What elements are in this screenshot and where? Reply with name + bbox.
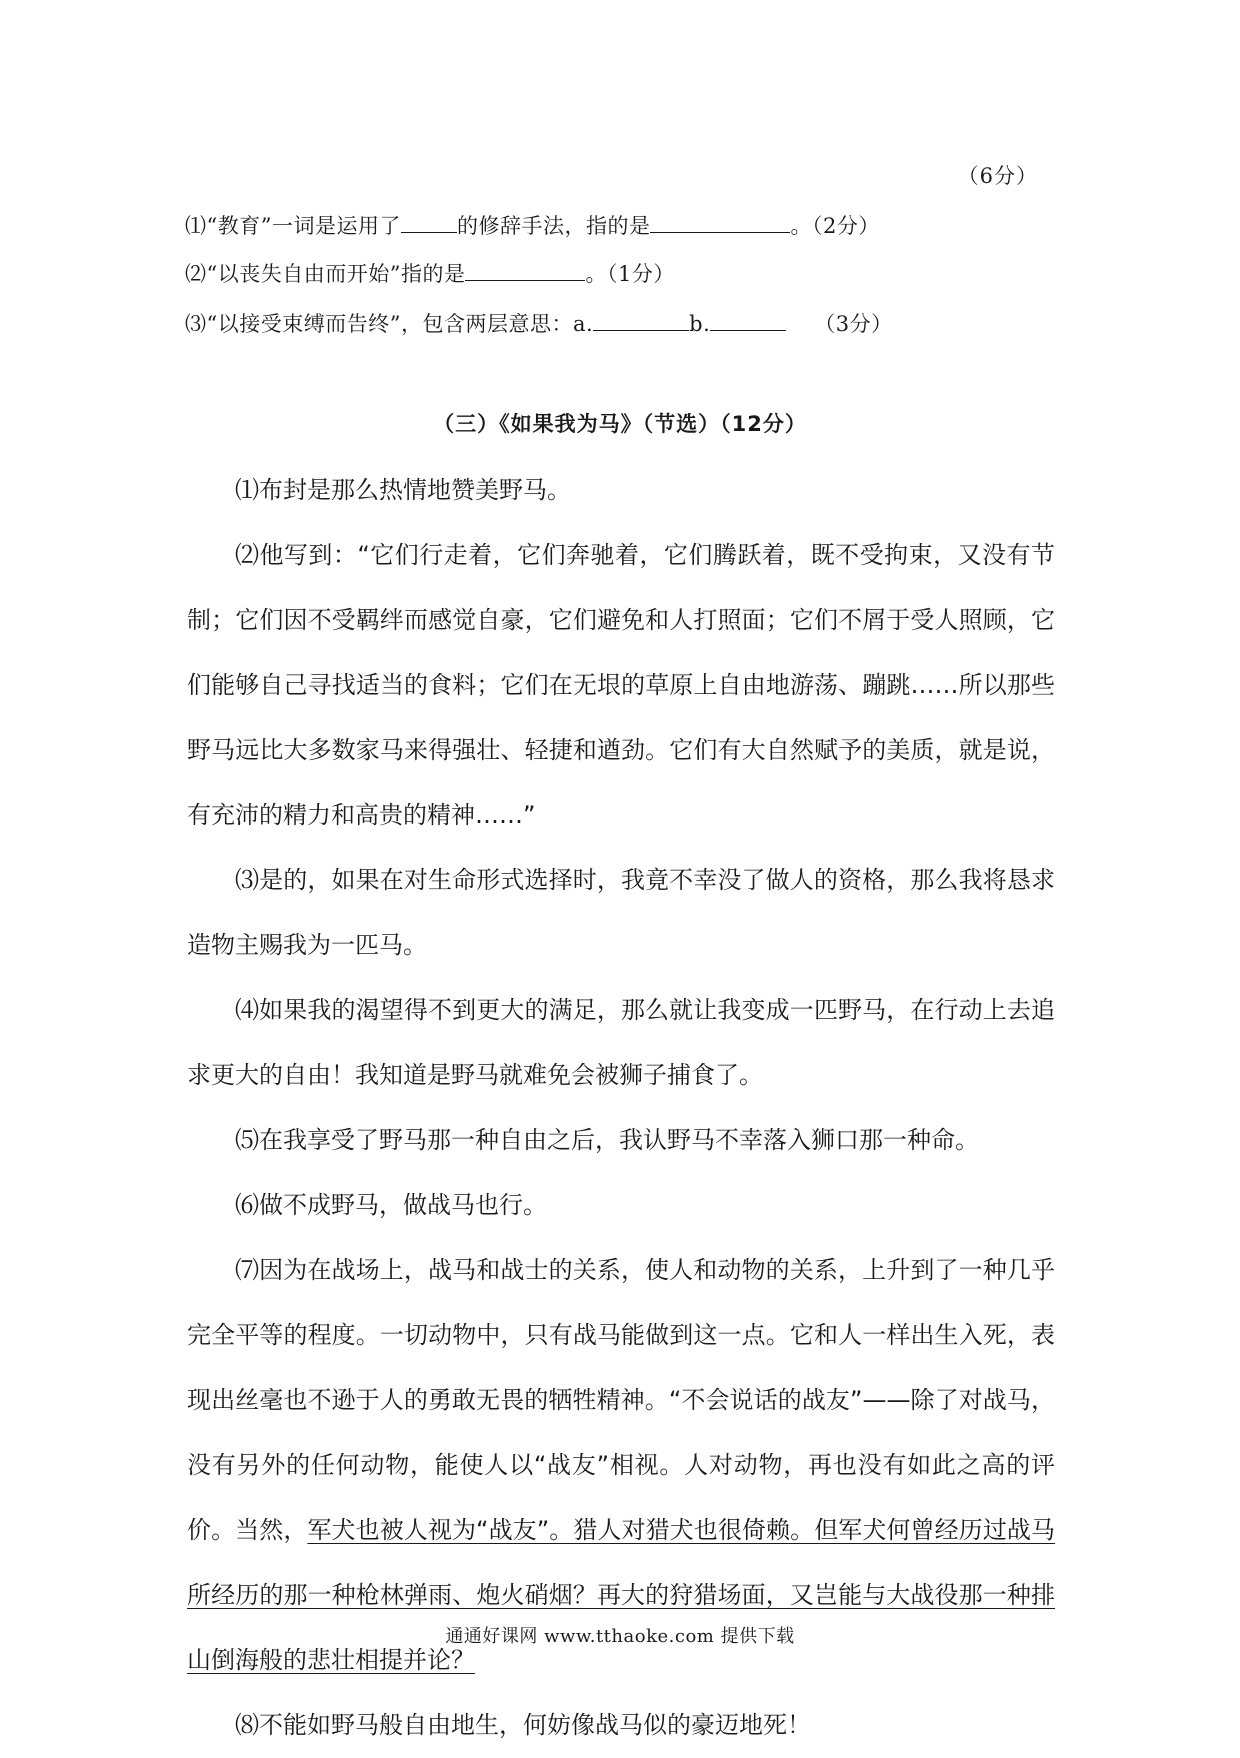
question-3-text-b: b.: [689, 312, 711, 336]
question-2-text-b: 。（1分）: [585, 262, 675, 286]
paragraph-5: ⑸在我享受了野马那一种自由之后，我认野马不幸落入狮口那一种命。: [235, 1126, 979, 1154]
paragraph-1: ⑴布封是那么热情地赞美野马。: [235, 476, 571, 504]
question-1-number: ⑴: [185, 214, 207, 238]
question-1-text-b: 的修辞手法，指的是: [456, 214, 651, 238]
footer-source: 通通好课网 www.tthaoke.com 提供下载: [445, 1626, 795, 1647]
answer-blank-3b[interactable]: [710, 312, 786, 331]
question-2: [185, 258, 675, 288]
question-3-text-a: “以接受束缚而告终”，包含两层意思：a.: [206, 312, 594, 336]
question-1-text-c: 。（2分）: [790, 214, 880, 238]
answer-blank-1a[interactable]: [401, 214, 457, 233]
paragraph-8: ⑻不能如野马般自由地生，何妨像战马似的豪迈地死！: [235, 1711, 811, 1739]
article-passage: [187, 458, 1055, 1758]
paragraph-4: ⑷如果我的渴望得不到更大的满足，那么就让我变成一匹野马，在行动上去追求更大的自由！我知道是野马就难免会被狮子捕食了。: [187, 996, 1055, 1089]
paragraph-2: ⑵他写到：“它们行走着，它们奔驰着，它们腾跃着，既不受拘束，又没有节制；它们因不受羁绊而感觉自豪，它们避免和人打照面；它们不屑于受人照顾，它们能够自己寻找适当的食料；它们在无垠的草原上自由地游荡、蹦跳……所以那些野马远比大多数家马来得强壮、轻捷和遒劲。它们有大自然赋予的美质，就是说，有充沛的精力和高贵的精神……”: [187, 541, 1055, 829]
paragraph-7-underlined: 军犬也被人视为“战友”。猎人对猎犬也很倚赖。但军犬何曾经历过战马所经历的那一种枪林弹雨、炮火硝烟？再大的狩猎场面，又岂能与大战役那一种排山倒海般的悲壮相提并论？: [187, 1516, 1055, 1674]
question-2-number: ⑵: [185, 262, 207, 286]
paragraph-6: ⑹做不成野马，做战马也行。: [235, 1191, 547, 1219]
question-3-text-c: （3分）: [814, 312, 893, 336]
paragraph-3: ⑶是的，如果在对生命形式选择时，我竟不幸没了做人的资格，那么我将恳求造物主赐我为一匹马。: [187, 866, 1055, 959]
question-3: [185, 308, 893, 338]
question-2-text-a: “以丧失自由而开始”指的是: [206, 262, 466, 286]
section-title: （三）《如果我为马》（节选）（12分）: [433, 412, 807, 436]
answer-blank-2[interactable]: [465, 262, 585, 281]
paragraph-7-text: ⑺因为在战场上，战马和战士的关系，使人和动物的关系，上升到了一种几乎完全平等的程度。一切动物中，只有战马能做到这一点。它和人一样出生入死，表现出丝毫也不逊于人的勇敢无畏的牺牲精神。“不会说话的战友”——除了对战马，没有另外的任何动物，能使人以“战友”相视。人对动物，再也没有如此之高的评价。当然，: [187, 1256, 1055, 1544]
answer-blank-3a[interactable]: [593, 312, 689, 331]
question-1-text-a: “教育”一词是运用了: [206, 214, 401, 238]
answer-blank-1b[interactable]: [650, 214, 790, 233]
question-3-number: ⑶: [185, 312, 207, 336]
total-score: （6分）: [957, 164, 1038, 188]
question-1: [185, 210, 880, 240]
